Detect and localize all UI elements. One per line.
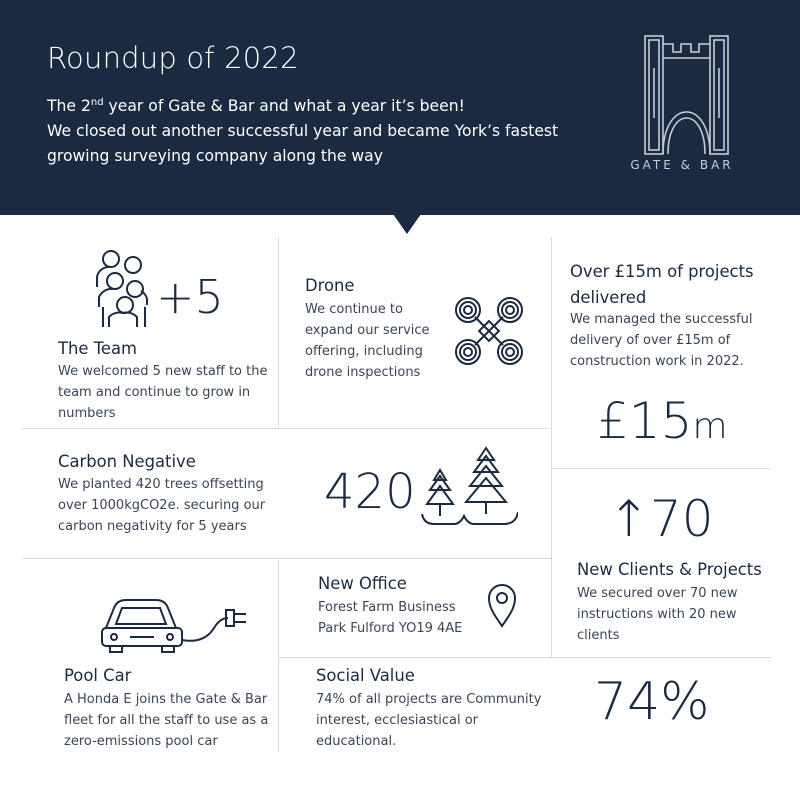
projects-heading: Over £15m of projects delivered — [570, 262, 754, 307]
drone-icon — [453, 295, 525, 367]
intro-sup: nd — [90, 97, 104, 108]
drone-text: We continue to expand our service offering, including drone inspections — [305, 302, 430, 380]
projects-stat-unit: m — [692, 406, 728, 447]
social-heading: Social Value — [316, 666, 415, 685]
divider — [22, 428, 551, 429]
divider — [551, 468, 771, 469]
header-pointer — [393, 214, 421, 234]
divider — [551, 237, 552, 657]
divider — [278, 560, 279, 752]
pool-car-text: A Honda E joins the Gate & Bar fleet for all the staff to use as a zero-emissions pool car — [64, 692, 269, 749]
divider — [22, 558, 551, 559]
divider — [278, 657, 772, 658]
divider — [278, 237, 279, 427]
office-text: Forest Farm Business Park Fulford YO19 4AE — [318, 600, 463, 636]
social-text: 74% of all projects are Community interest, ecclesiastical or educational. — [316, 692, 542, 749]
team-text: We welcomed 5 new staff to the team and continue to grow in numbers — [58, 364, 268, 421]
projects-text: We managed the successful delivery of over £15m of construction work in 2022. — [570, 312, 753, 369]
projects-stat-main: £15 — [597, 392, 693, 450]
clients-stat — [608, 490, 714, 548]
social-stat: 74% — [594, 672, 710, 732]
intro-part1: The 2 — [47, 97, 91, 115]
carbon-stat: 420 — [324, 464, 416, 520]
clients-heading: New Clients & Projects — [577, 560, 762, 579]
electric-car-icon — [100, 592, 250, 656]
page-title: Roundup of 2022 — [47, 41, 299, 75]
clients-text: We secured over 70 new instructions with 20 new clients — [577, 586, 738, 643]
gate-and-bar-logo-icon — [612, 28, 752, 178]
location-pin-icon — [486, 582, 518, 628]
intro-text — [47, 94, 567, 169]
trees-icon — [418, 444, 518, 532]
office-heading: New Office — [318, 574, 407, 593]
intro-part2: year of Gate & Bar and what a year it’s been! — [103, 97, 465, 115]
logo-text: GATE & BAR — [630, 158, 734, 172]
carbon-text: We planted 420 trees offsetting over 1000kgCO2e. securing our carbon negativity for 5 years — [58, 477, 266, 534]
pool-car-heading: Pool Car — [64, 666, 132, 685]
clients-stat-value: 70 — [649, 490, 714, 548]
up-arrow-icon: ↑ — [608, 490, 650, 548]
carbon-heading: Carbon Negative — [58, 452, 196, 471]
projects-stat — [597, 392, 728, 450]
team-heading: The Team — [58, 339, 138, 358]
intro-line2: We closed out another successful year and became York’s fastest growing surveying company along the way — [47, 122, 559, 165]
drone-heading: Drone — [305, 276, 355, 295]
team-people-icon — [95, 245, 155, 330]
team-stat: +5 — [156, 270, 224, 324]
